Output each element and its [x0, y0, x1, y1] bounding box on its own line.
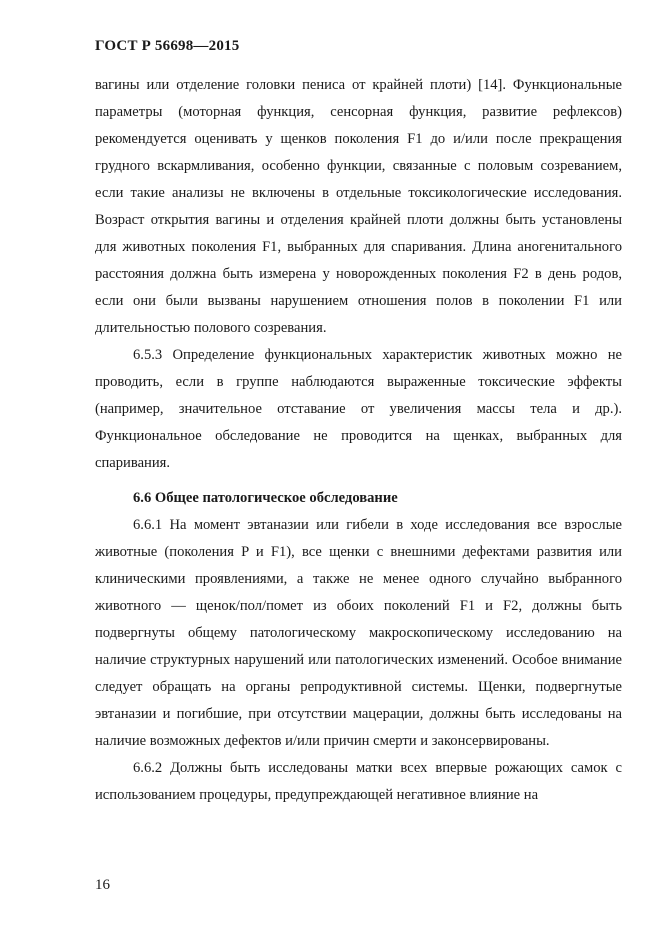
paragraph-6-6-1: 6.6.1 На момент эвтаназии или гибели в ходе исследования все взрослые животные (поколения P и F1), все щенки с внешними дефектами развития или клиническими проявлениями, а также не менее одного случайно выбранного животного — щенок/пол/помет из обоих поколений F1 и F2, должны быть подвергнуты общему патологическому макроскопическому исследованию на наличие структурных нарушений или патологических изменений. Особое внимание следует обращать на органы репродуктивной системы. Щенки, подвергнутые эвтаназии и погибшие, при отсутствии мацерации, должны быть исследованы на наличие возможных дефектов и/или причин смерти и законсервированы. — [95, 517, 622, 749]
paragraph-6-6-2: 6.6.2 Должны быть исследованы матки всех впервые рожающих самок с использованием процедуры, предупреждающей негативное влияние на — [95, 760, 622, 803]
document-body — [95, 72, 622, 809]
section-heading-6-6: 6.6 Общее патологическое обследование — [133, 490, 398, 506]
paragraph-6-5-3: 6.5.3 Определение функциональных характеристик животных можно не проводить, если в группе наблюдаются выраженные токсические эффекты (например, значительное отставание от увеличения массы тела и др.). Функциональное обследование не проводится на щенках, выбранных для спаривания. — [95, 347, 622, 471]
document-header: ГОСТ Р 56698—2015 — [95, 38, 240, 54]
paragraph-continuation: вагины или отделение головки пениса от крайней плоти) [14]. Функциональные параметры (моторная функция, сенсорная функция, развитие рефлексов) рекомендуется оценивать у щенков поколения F1 до и/или после прекращения грудного вскармливания, особенно функции, связанные с половым созреванием, если такие анализы не включены в отдельные токсикологические исследования. Возраст открытия вагины и отделения крайней плоти должны быть установлены для животных поколения F1, выбранных для спаривания. Длина аногенитального расстояния должна быть измерена у новорожденных поколения F2 в день родов, если они были вызваны нарушением отношения полов в поколении F1 или длительностью полового созревания. — [95, 77, 622, 336]
page-number: 16 — [95, 877, 110, 893]
